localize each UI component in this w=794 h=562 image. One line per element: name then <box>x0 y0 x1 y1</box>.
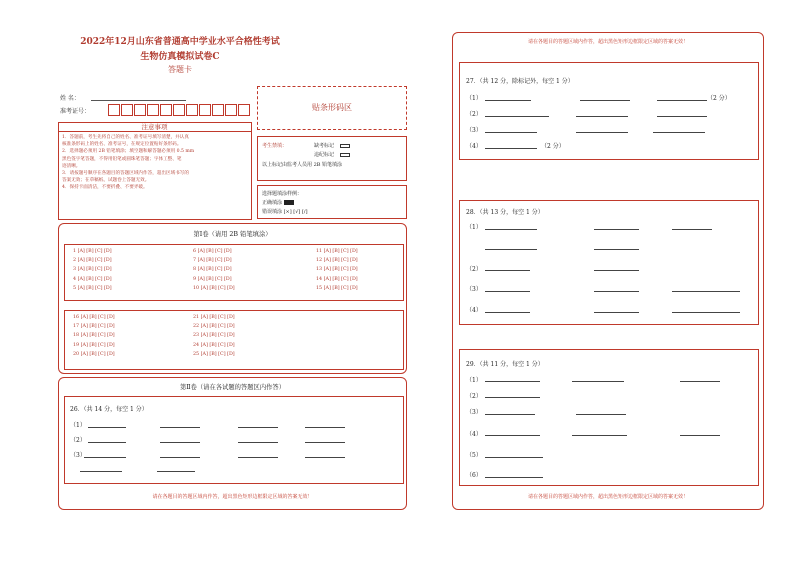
choice-row[interactable]: 4 [A] [B] [C] [D] <box>73 276 112 282</box>
id-digit-box[interactable] <box>147 104 159 116</box>
notice-line: 1．答题前，考生先将自己的姓名、准考证号填写清楚，并认真 <box>62 135 189 140</box>
choice-row[interactable]: 16 [A] [B] [C] [D] <box>73 315 115 320</box>
notice-line: 2．选择题必须用 2B 铅笔填涂；填空题和解答题必须用 0.5 mm <box>62 149 195 155</box>
q28-box <box>459 200 759 325</box>
part1-title: 第Ⅰ卷（请用 2B 铅笔填涂） <box>193 231 272 238</box>
answer-blank[interactable] <box>672 229 712 230</box>
q28-label-4: （4） <box>466 307 482 314</box>
answer-blank[interactable] <box>305 442 345 443</box>
correct-fill-label: 正确填涂 <box>262 200 283 206</box>
q27-points-note: （2 分） <box>707 95 731 102</box>
choice-row[interactable]: 6 [A] [B] [C] [D] <box>193 249 232 254</box>
answer-blank[interactable] <box>680 435 720 436</box>
violation-text: 违纪标记 <box>314 152 335 158</box>
answer-blank[interactable] <box>485 312 530 313</box>
q28-label-2: （2） <box>466 266 482 273</box>
choice-row[interactable]: 5 [A] [B] [C] [D] <box>73 285 112 291</box>
answer-blank[interactable] <box>485 270 530 271</box>
answer-blank[interactable] <box>672 291 740 292</box>
choice-col-3[interactable] <box>316 247 358 293</box>
id-digit-box[interactable] <box>199 104 211 116</box>
answer-blank[interactable] <box>572 435 627 436</box>
exam-title-line2: 生物仿真模拟试卷C <box>140 52 220 62</box>
notice-line: 答案无效；在草稿纸、试题卷上答题无效。 <box>62 178 150 184</box>
answer-blank[interactable] <box>88 427 126 428</box>
q29-box <box>459 349 759 486</box>
answer-blank[interactable] <box>305 457 345 458</box>
answer-blank[interactable] <box>576 414 626 415</box>
answer-blank[interactable] <box>160 427 200 428</box>
answer-blank[interactable] <box>572 381 624 382</box>
choice-row[interactable]: 23 [A] [B] [C] [D] <box>193 333 235 339</box>
wrong-fill-label: 错误填涂 <box>262 209 283 215</box>
q28-label-3: （3） <box>466 286 482 293</box>
q29-heading: 29．（共 11 分，每空 1 分） <box>466 361 544 368</box>
q29-label-2: （2） <box>466 393 482 400</box>
q26-heading: 26．（共 14 分，每空 1 分） <box>70 406 148 413</box>
answer-blank[interactable] <box>580 100 630 101</box>
id-digit-box[interactable] <box>186 104 198 116</box>
answer-blank[interactable] <box>485 148 537 149</box>
answer-blank[interactable] <box>653 132 705 133</box>
absent-mark-box <box>257 136 407 181</box>
choice-row[interactable]: 7 [A] [B] [C] [D] <box>193 258 232 264</box>
answer-blank[interactable] <box>594 312 639 313</box>
choice-row[interactable]: 25 [A] [B] [C] [D] <box>193 351 235 357</box>
id-digit-box[interactable] <box>108 104 120 116</box>
choice-row[interactable]: 13 [A] [B] [C] [D] <box>316 267 358 273</box>
answer-blank[interactable] <box>594 270 639 271</box>
answer-blank[interactable] <box>657 100 707 101</box>
choice-row[interactable]: 11 [A] [B] [C] [D] <box>316 249 358 254</box>
answer-blank[interactable] <box>160 442 200 443</box>
id-digit-box[interactable] <box>121 104 133 116</box>
q27-label-4: （4） <box>466 143 482 150</box>
part2-title: 第Ⅱ卷（请在各试题的答题区内作答） <box>179 384 286 391</box>
answer-blank[interactable] <box>680 381 720 382</box>
q29-label-6: （6） <box>466 472 482 479</box>
name-field[interactable] <box>91 100 186 101</box>
warning-right-bottom: 请在各题目的答题区域内作答，超出黑色矩形边框限定区域的答案无效！ <box>527 494 688 500</box>
answer-blank[interactable] <box>485 249 537 250</box>
barcode-area[interactable] <box>257 86 407 130</box>
answer-blank[interactable] <box>238 427 278 428</box>
answer-blank[interactable] <box>238 457 278 458</box>
notice-line: 黑色签字笔答题，不得用铅笔或圆珠笔答题；字体工整、笔 <box>62 156 182 162</box>
choice-row[interactable]: 3 [A] [B] [C] [D] <box>73 267 112 273</box>
name-label: 姓 名： <box>60 95 80 102</box>
id-label: 准考证号： <box>60 108 91 115</box>
answer-sheet-label: 答题卡 <box>168 65 192 74</box>
choice-row[interactable]: 1 [A] [B] [C] [D] <box>73 249 112 254</box>
answer-blank[interactable] <box>84 457 126 458</box>
fill-sample-box <box>257 185 407 219</box>
answer-blank[interactable] <box>485 435 540 436</box>
notice-text <box>62 134 252 192</box>
q26-label-3: （3） <box>70 452 86 459</box>
id-digit-box[interactable] <box>225 104 237 116</box>
answer-blank[interactable] <box>594 291 639 292</box>
absent-label: 考生禁填： <box>262 143 288 149</box>
answer-blank[interactable] <box>485 116 549 117</box>
id-digit-box[interactable] <box>212 104 224 116</box>
answer-blank[interactable] <box>576 116 628 117</box>
violation-checkbox[interactable] <box>340 153 350 157</box>
q27-label-2: （2） <box>466 111 482 118</box>
choice-row[interactable]: 10 [A] [B] [C] [D] <box>193 285 235 291</box>
answer-blank[interactable] <box>485 381 540 382</box>
choice-row[interactable]: 15 [A] [B] [C] [D] <box>316 285 358 291</box>
warning-left: 请在各题目的答题区域内作答，超出黑色矩形边框限定区域的答案无效！ <box>152 494 313 500</box>
absent-checkbox[interactable] <box>340 144 350 148</box>
choice-row[interactable]: 20 [A] [B] [C] [D] <box>73 351 115 357</box>
q28-label-1: （1） <box>466 224 482 231</box>
q29-label-1: （1） <box>466 377 482 384</box>
choice-row[interactable]: 19 [A] [B] [C] [D] <box>73 342 115 348</box>
answer-blank[interactable] <box>485 100 531 101</box>
q28-heading: 28．（共 13 分，每空 1 分） <box>466 209 544 216</box>
q26-label-1: （1） <box>70 422 86 429</box>
answer-blank[interactable] <box>485 477 543 478</box>
q26-label-2: （2） <box>70 437 86 444</box>
answer-blank[interactable] <box>80 471 122 472</box>
answer-blank[interactable] <box>485 397 540 398</box>
choice-col-1[interactable] <box>73 247 112 293</box>
answer-blank[interactable] <box>160 457 200 458</box>
choice-row[interactable]: 24 [A] [B] [C] [D] <box>193 342 235 348</box>
answer-blank[interactable] <box>157 471 195 472</box>
choice-row[interactable]: 21 [A] [B] [C] [D] <box>193 315 235 320</box>
notice-line: 核准条形码上的姓名、准考证号，在规定位置贴好条形码。 <box>62 142 182 148</box>
exam-id-boxes[interactable] <box>108 104 251 116</box>
q27-label-3: （3） <box>466 127 482 134</box>
answer-blank[interactable] <box>485 229 537 230</box>
choice-row[interactable]: 18 [A] [B] [C] [D] <box>73 333 115 339</box>
q27-points-note: （2 分） <box>541 143 565 150</box>
answer-blank[interactable] <box>594 249 639 250</box>
answer-blank[interactable] <box>238 442 278 443</box>
choice-col-5[interactable] <box>193 313 235 359</box>
q27-label-1: （1） <box>466 95 482 102</box>
choice-row[interactable]: 9 [A] [B] [C] [D] <box>193 276 232 282</box>
notice-heading: 注意事项 <box>58 122 251 132</box>
answer-blank[interactable] <box>485 291 530 292</box>
answer-blank[interactable] <box>305 427 345 428</box>
answer-blank[interactable] <box>485 132 537 133</box>
choice-row[interactable]: 12 [A] [B] [C] [D] <box>316 258 358 264</box>
answer-blank[interactable] <box>594 229 639 230</box>
q27-heading: 27．（共 12 分，除标记外，每空 1 分） <box>466 78 574 85</box>
wrong-fill-samples: [×] [√] [/] <box>283 209 308 215</box>
id-digit-box[interactable] <box>134 104 146 116</box>
id-digit-box[interactable] <box>238 104 250 116</box>
answer-blank[interactable] <box>576 132 628 133</box>
choice-row[interactable]: 17 [A] [B] [C] [D] <box>73 324 115 330</box>
id-digit-box[interactable] <box>160 104 172 116</box>
barcode-label: 贴条形码区 <box>312 103 352 112</box>
choice-col-2[interactable] <box>193 247 235 293</box>
id-digit-box[interactable] <box>173 104 185 116</box>
choice-row[interactable]: 22 [A] [B] [C] [D] <box>193 324 235 330</box>
answer-blank[interactable] <box>657 116 707 117</box>
correct-fill-sample <box>284 200 294 205</box>
answer-blank[interactable] <box>485 414 535 415</box>
notice-line: 3．请按题号顺序在各题目的答题区域内作答，超出区域书写的 <box>62 171 189 177</box>
q29-label-3: （3） <box>466 409 482 416</box>
choice-row[interactable]: 8 [A] [B] [C] [D] <box>193 267 232 273</box>
choice-row[interactable]: 2 [A] [B] [C] [D] <box>73 258 112 264</box>
answer-blank[interactable] <box>485 457 543 458</box>
exam-title-line1: 2022年12月山东省普通高中学业水平合格性考试 <box>80 37 280 47</box>
notice-line: 4．保持卡面清洁，不要折叠、不要弄破。 <box>62 185 148 191</box>
absent-note: 以上标记由监考人员用 2B 铅笔填涂 <box>262 162 343 168</box>
fill-sample-heading: 选择题填涂样例： <box>262 191 303 197</box>
q29-label-4: （4） <box>466 431 482 438</box>
notice-line: 迹清晰。 <box>62 163 81 169</box>
choice-col-4[interactable] <box>73 313 115 359</box>
choice-row[interactable]: 14 [A] [B] [C] [D] <box>316 276 358 282</box>
warning-right-top: 请在各题目的答题区域内作答，超出黑色矩形边框限定区域的答案无效！ <box>527 39 688 45</box>
q29-label-5: （5） <box>466 452 482 459</box>
answer-blank[interactable] <box>672 312 740 313</box>
answer-blank[interactable] <box>88 442 126 443</box>
absent-text: 缺考标记 <box>314 143 335 149</box>
